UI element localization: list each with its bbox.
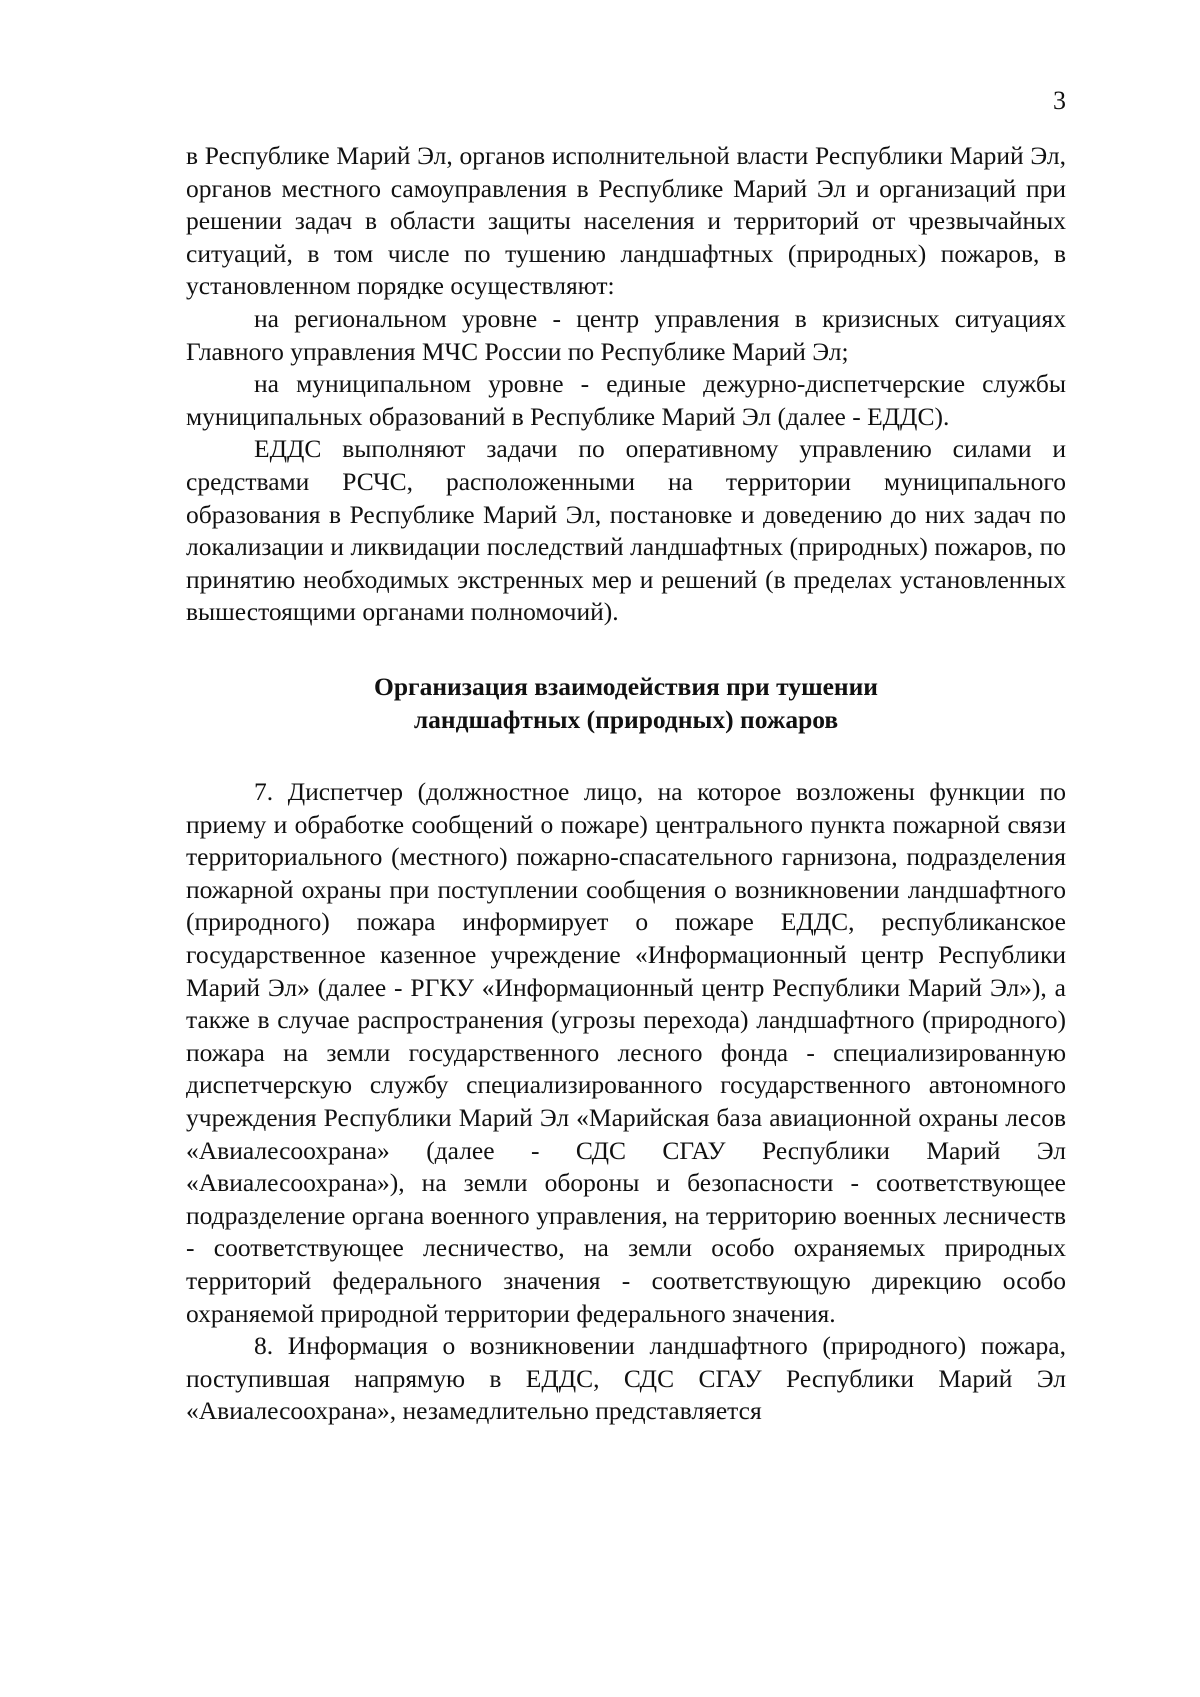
- section-heading-line-1: Организация взаимодействия при тушении: [374, 671, 878, 701]
- document-body: [186, 140, 1066, 1428]
- page-number: 3: [1053, 86, 1066, 115]
- paragraph-municipal-level: на муниципальном уровне - единые дежурно-диспетчерские службы муниципальных образований в Республике Марий Эл (далее - ЕДДС).: [186, 369, 1066, 431]
- section-heading: [186, 671, 1066, 736]
- paragraph-item-7: 7. Диспетчер (должностное лицо, на которое возложены функции по приему и обработке сообщений о пожаре) центрального пункта пожарной связи территориального (местного) пожарно-спасательного гарнизона, подразделения пожарной охраны при поступлении сообщения о возникновении ландшафтного (природного) пожара информирует о пожаре ЕДДС, республиканское государственное казенное учреждение «Информационный центр Республики Марий Эл» (далее - РГКУ «Информационный центр Республики Марий Эл»), а также в случае распространения (угрозы перехода) ландшафтного (природного) пожара на земли государственного лесного фонда - специализированную диспетчерскую службу специализированного государственного автономного учреждения Республики Марий Эл «Марийская база авиационной охраны лесов «Авиалесоохрана» (далее - СДС СГАУ Республики Марий Эл «Авиалесоохрана»), на земли обороны и безопасности - соответствующее подразделение органа военного управления, на территорию военных лесничеств - соответствующее лесничество, на земли особо охраняемых природных территорий федерального значения - соответствующую дирекцию особо охраняемой природной территории федерального значения.: [186, 777, 1066, 1328]
- section-heading-line-2: ландшафтных (природных) пожаров: [413, 704, 839, 734]
- paragraph-continuation: в Республике Марий Эл, органов исполнительной власти Республики Марий Эл, органов местного самоуправления в Республике Марий Эл и организаций при решении задач в области защиты населения и территорий от чрезвычайных ситуаций, в том числе по тушению ландшафтных (природных) пожаров, в установленном порядке осуществляют:: [186, 141, 1066, 301]
- paragraph-edds-tasks: ЕДДС выполняют задачи по оперативному управлению силами и средствами РСЧС, расположенными на территории муниципального образования в Республике Марий Эл, постановке и доведению до них задач по локализации и ликвидации последствий ландшафтных (природных) пожаров, по принятию необходимых экстренных мер и решений (в пределах установленных вышестоящими органами полномочий).: [186, 434, 1066, 627]
- paragraph-item-8: 8. Информация о возникновении ландшафтного (природного) пожара, поступившая напрямую в ЕДДС, СДС СГАУ Республики Марий Эл «Авиалесоохрана», незамедлительно представляется: [186, 1331, 1066, 1426]
- paragraph-regional-level: на региональном уровне - центр управления в кризисных ситуациях Главного управления МЧС России по Республике Марий Эл;: [186, 303, 1066, 366]
